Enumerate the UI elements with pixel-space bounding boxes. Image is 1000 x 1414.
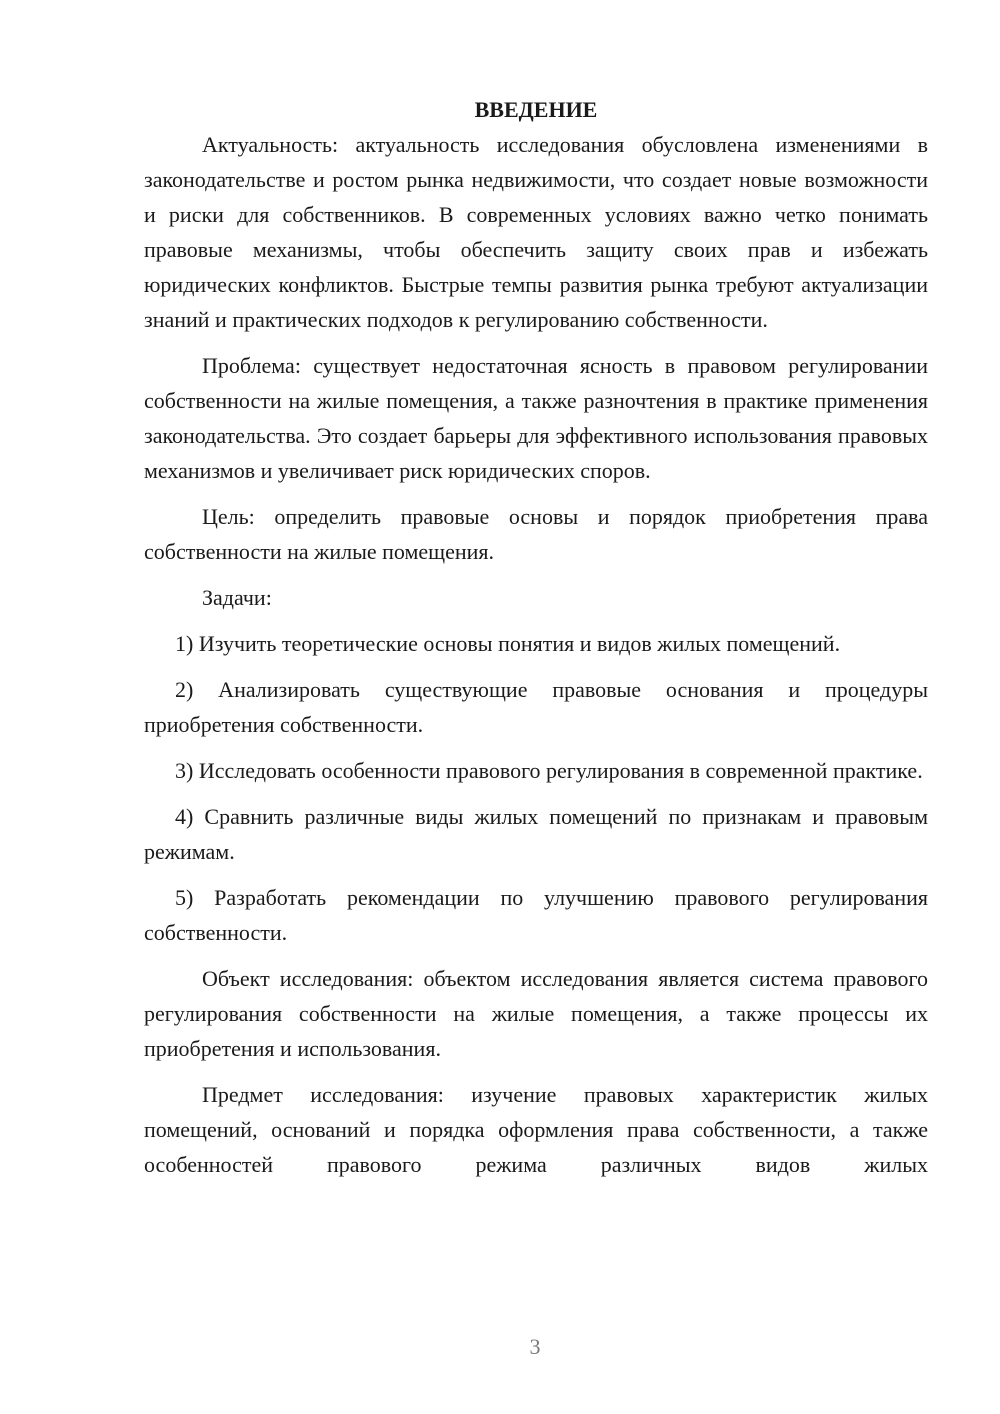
task-item-5: 5) Разработать рекомендации по улучшению правового регулирования собственности. bbox=[144, 885, 928, 945]
paragraph-subject: Предмет исследования: изучение правовых характеристик жилых помещений, оснований и порядка оформления права собственности, а также особенностей правового режима различных видов жилых bbox=[144, 1082, 928, 1177]
task-item-2: 2) Анализировать существующие правовые основания и процедуры приобретения собственности. bbox=[144, 677, 928, 737]
section-title: ВВЕДЕНИЕ bbox=[474, 97, 598, 122]
paragraph-object: Объект исследования: объектом исследования является система правового регулирования собственности на жилые помещения, а также процессы их приобретения и использования. bbox=[144, 966, 928, 1061]
page-number: 3 bbox=[529, 1334, 541, 1359]
document-page bbox=[144, 92, 928, 1193]
paragraph-problem: Проблема: существует недостаточная ясность в правовом регулировании собственности на жилые помещения, а также разночтения в практике применения законодательства. Это создает барьеры для эффективного использования правовых механизмов и увеличивает риск юридических споров. bbox=[144, 353, 928, 483]
task-item-4: 4) Сравнить различные виды жилых помещений по признакам и правовым режимам. bbox=[144, 804, 928, 864]
paragraph-relevance: Актуальность: актуальность исследования обусловлена изменениями в законодательстве и ростом рынка недвижимости, что создает новые возможности и риски для собственников. В современных условиях важно четко понимать правовые механизмы, чтобы обеспечить защиту своих прав и избежать юридических конфликтов. Быстрые темпы развития рынка требуют актуализации знаний и практических подходов к регулированию собственности. bbox=[144, 132, 928, 332]
task-item-3: 3) Исследовать особенности правового регулирования в современной практике. bbox=[175, 758, 923, 783]
task-item-1: 1) Изучить теоретические основы понятия и видов жилых помещений. bbox=[175, 631, 841, 656]
paragraph-goal: Цель: определить правовые основы и порядок приобретения права собственности на жилые помещения. bbox=[144, 504, 928, 564]
tasks-heading: Задачи: bbox=[202, 585, 272, 610]
